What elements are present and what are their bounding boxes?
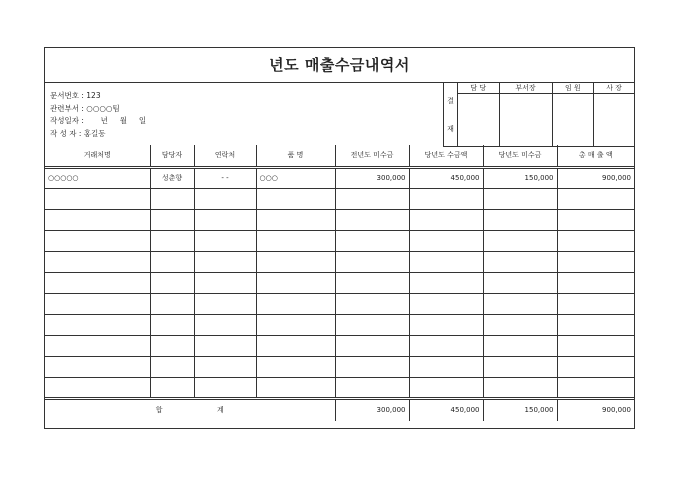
table-cell[interactable] bbox=[483, 272, 557, 293]
table-cell[interactable] bbox=[194, 188, 256, 209]
table-cell[interactable] bbox=[335, 209, 409, 230]
table-cell[interactable] bbox=[335, 377, 409, 398]
document-info bbox=[50, 90, 146, 140]
written-date: 작성일자 : 년 월 일 bbox=[50, 116, 147, 125]
doc-number: 문서번호 : 123 bbox=[50, 91, 101, 100]
table-cell[interactable] bbox=[335, 293, 409, 314]
table-cell[interactable]: 300,000 bbox=[335, 167, 409, 188]
table-cell[interactable] bbox=[409, 230, 483, 251]
table-cell[interactable] bbox=[256, 209, 335, 230]
table-cell[interactable] bbox=[256, 377, 335, 398]
table-cell[interactable]: 450,000 bbox=[409, 167, 483, 188]
approval-sign-cell[interactable] bbox=[552, 94, 594, 147]
sales-collection-sheet bbox=[44, 47, 635, 429]
table-cell[interactable] bbox=[483, 293, 557, 314]
approval-role: 담 당 bbox=[458, 83, 500, 94]
table-cell[interactable] bbox=[194, 272, 256, 293]
table-cell[interactable] bbox=[409, 335, 483, 356]
table-cell[interactable] bbox=[194, 251, 256, 272]
table-cell[interactable] bbox=[557, 188, 634, 209]
table-cell[interactable] bbox=[557, 293, 634, 314]
total-label-1: 합 bbox=[155, 406, 163, 415]
table-row bbox=[45, 293, 634, 314]
col-header: 당년도 수금액 bbox=[409, 145, 483, 167]
col-header: 당년도 미수금 bbox=[483, 145, 557, 167]
table-cell[interactable] bbox=[557, 335, 634, 356]
table-cell[interactable] bbox=[256, 335, 335, 356]
col-header: 거래처명 bbox=[45, 145, 150, 167]
table-cell[interactable] bbox=[335, 230, 409, 251]
col-header: 총 매 출 액 bbox=[557, 145, 634, 167]
col-header: 담당자 bbox=[150, 145, 194, 167]
table-cell[interactable] bbox=[45, 272, 150, 293]
table-cell[interactable] bbox=[150, 272, 194, 293]
table-cell[interactable] bbox=[335, 314, 409, 335]
table-cell[interactable] bbox=[409, 293, 483, 314]
sales-table bbox=[45, 145, 634, 421]
approval-side-top: 결 bbox=[447, 96, 454, 105]
table-cell[interactable] bbox=[409, 377, 483, 398]
table-cell[interactable] bbox=[150, 251, 194, 272]
table-cell[interactable] bbox=[335, 251, 409, 272]
table-cell[interactable] bbox=[150, 377, 194, 398]
table-cell[interactable] bbox=[335, 188, 409, 209]
table-cell[interactable] bbox=[483, 314, 557, 335]
total-cell: 450,000 bbox=[409, 398, 483, 421]
table-header-row bbox=[45, 145, 634, 167]
table-cell[interactable]: 성춘향 bbox=[150, 167, 194, 188]
table-cell[interactable]: ○○○ bbox=[256, 167, 335, 188]
total-cell: 150,000 bbox=[483, 398, 557, 421]
table-cell[interactable] bbox=[194, 314, 256, 335]
table-cell[interactable] bbox=[335, 272, 409, 293]
table-cell[interactable] bbox=[409, 356, 483, 377]
table-row bbox=[45, 377, 634, 398]
table-cell[interactable] bbox=[557, 272, 634, 293]
table-cell[interactable] bbox=[483, 335, 557, 356]
approval-role: 사 장 bbox=[594, 83, 634, 94]
table-cell[interactable] bbox=[45, 377, 150, 398]
table-cell[interactable] bbox=[483, 209, 557, 230]
table-cell[interactable] bbox=[150, 230, 194, 251]
table-cell[interactable] bbox=[409, 188, 483, 209]
table-cell[interactable]: 150,000 bbox=[483, 167, 557, 188]
table-cell[interactable] bbox=[194, 356, 256, 377]
table-cell[interactable] bbox=[557, 230, 634, 251]
table-cell[interactable] bbox=[45, 293, 150, 314]
table-row bbox=[45, 272, 634, 293]
table-cell[interactable] bbox=[557, 377, 634, 398]
table-cell[interactable] bbox=[194, 293, 256, 314]
table-cell[interactable] bbox=[409, 314, 483, 335]
approval-sign-cell[interactable] bbox=[458, 94, 500, 147]
table-cell[interactable] bbox=[194, 209, 256, 230]
table-cell[interactable] bbox=[45, 356, 150, 377]
table-cell[interactable] bbox=[483, 356, 557, 377]
table-cell[interactable] bbox=[45, 209, 150, 230]
approval-sign-cell[interactable] bbox=[594, 94, 634, 147]
table-cell[interactable] bbox=[194, 335, 256, 356]
table-cell[interactable] bbox=[45, 314, 150, 335]
table-cell[interactable] bbox=[150, 188, 194, 209]
table-cell[interactable] bbox=[483, 230, 557, 251]
table-cell[interactable] bbox=[256, 188, 335, 209]
table-row bbox=[45, 209, 634, 230]
approval-box bbox=[443, 82, 634, 147]
table-cell[interactable] bbox=[557, 251, 634, 272]
table-cell[interactable] bbox=[335, 356, 409, 377]
table-cell[interactable] bbox=[150, 314, 194, 335]
col-header: 연락처 bbox=[194, 145, 256, 167]
table-row bbox=[45, 188, 634, 209]
table-row bbox=[45, 335, 634, 356]
table-cell[interactable] bbox=[256, 251, 335, 272]
table-cell[interactable] bbox=[256, 314, 335, 335]
approval-role: 부서장 bbox=[499, 83, 552, 94]
document-title: 년도 매출수금내역서 bbox=[45, 48, 634, 83]
table-cell[interactable] bbox=[194, 377, 256, 398]
author: 작 성 자 : 홍길동 bbox=[50, 128, 106, 138]
table-cell[interactable] bbox=[256, 272, 335, 293]
related-department: 관련부서 : ○○○○팀 bbox=[50, 103, 120, 113]
table-cell[interactable] bbox=[194, 230, 256, 251]
table-cell[interactable] bbox=[409, 209, 483, 230]
table-cell[interactable] bbox=[45, 188, 150, 209]
table-row bbox=[45, 356, 634, 377]
table-cell[interactable] bbox=[483, 188, 557, 209]
table-cell[interactable] bbox=[409, 251, 483, 272]
table-cell[interactable] bbox=[557, 209, 634, 230]
table-cell[interactable] bbox=[409, 272, 483, 293]
table-cell[interactable]: 900,000 bbox=[557, 167, 634, 188]
approval-side-bottom: 재 bbox=[447, 124, 454, 133]
table-cell[interactable] bbox=[150, 356, 194, 377]
approval-sign-cell[interactable] bbox=[499, 94, 552, 147]
table-cell[interactable] bbox=[483, 251, 557, 272]
approval-side-label bbox=[444, 83, 458, 147]
table-cell[interactable] bbox=[483, 377, 557, 398]
table-row bbox=[45, 230, 634, 251]
table-cell[interactable] bbox=[150, 293, 194, 314]
table-cell[interactable] bbox=[335, 335, 409, 356]
col-header: 품 명 bbox=[256, 145, 335, 167]
table-cell[interactable] bbox=[557, 356, 634, 377]
total-row bbox=[45, 398, 634, 421]
table-cell[interactable] bbox=[150, 209, 194, 230]
table-cell[interactable] bbox=[45, 230, 150, 251]
table-cell[interactable] bbox=[256, 293, 335, 314]
table-cell[interactable] bbox=[256, 356, 335, 377]
table-row bbox=[45, 167, 634, 188]
approval-role: 임 원 bbox=[552, 83, 594, 94]
table-cell[interactable] bbox=[256, 230, 335, 251]
table-cell[interactable] bbox=[45, 335, 150, 356]
table-row bbox=[45, 251, 634, 272]
table-cell[interactable] bbox=[45, 251, 150, 272]
table-cell[interactable]: ○○○○○ bbox=[45, 167, 150, 188]
table-cell[interactable] bbox=[150, 335, 194, 356]
table-row bbox=[45, 314, 634, 335]
table-cell[interactable]: - - bbox=[194, 167, 256, 188]
total-cell: 900,000 bbox=[557, 398, 634, 421]
total-label-2: 계 bbox=[216, 406, 224, 415]
total-cell: 300,000 bbox=[335, 398, 409, 421]
table-cell[interactable] bbox=[557, 314, 634, 335]
col-header: 전년도 미수금 bbox=[335, 145, 409, 167]
total-label bbox=[45, 398, 335, 421]
